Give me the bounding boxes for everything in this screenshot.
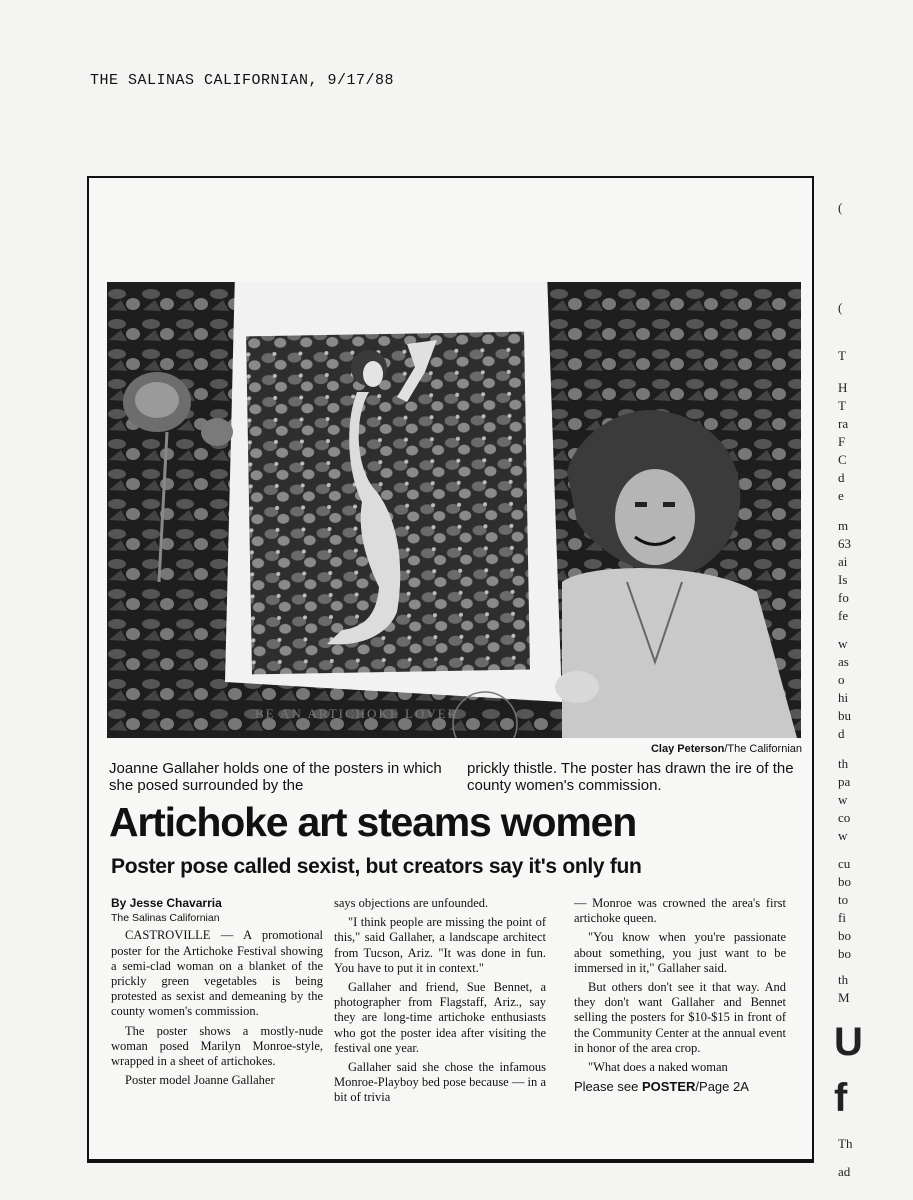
edge-fragment: o (838, 672, 845, 687)
edge-fragment: bo (838, 874, 851, 889)
edge-fragment: H (838, 380, 848, 395)
photo-credit-name: Clay Peterson (650, 743, 725, 755)
jump-prefix: Please see (574, 1079, 642, 1095)
edge-fragment: w (838, 636, 848, 651)
photo-credit (651, 743, 802, 755)
edge-fragment: T (838, 398, 846, 413)
photo-caption-right: prickly thistle. The poster has drawn the ire of the county women's commission. (467, 760, 794, 794)
article-clipping (87, 176, 814, 1161)
edge-fragment: f (834, 1076, 848, 1120)
photo-illustration (107, 282, 801, 738)
dateline: THE SALINAS CALIFORNIAN, 9/17/88 (90, 72, 395, 89)
poster-lettering: BE AN ARTICHOKE LOVER (255, 706, 459, 721)
photo-credit-source: /The Californian (724, 743, 802, 755)
paragraph: But others don't see it that way. And they don't want Gallaher and Bennet selling the posters for $10-$15 in front of the Community Center at the annual event in honor of the area crop. (574, 980, 786, 1055)
byline-publication: The Salinas Californian (111, 912, 220, 925)
continued-reference (574, 1079, 786, 1094)
edge-fragment: ra (838, 416, 849, 431)
edge-fragment: w (838, 828, 848, 843)
jump-page: /Page 2A (695, 1079, 749, 1095)
edge-fragment: d (838, 470, 845, 485)
edge-fragment: to (838, 892, 849, 907)
edge-fragment: hi (838, 690, 849, 705)
headline: Artichoke art steams women (109, 799, 637, 845)
byline: By Jesse Chavarria (111, 896, 222, 910)
adjacent-column-fragments (834, 200, 913, 1200)
edge-fragment: cu (838, 856, 851, 871)
jump-target: POSTER (641, 1079, 696, 1095)
paragraph: "I think people are missing the point of this," said Gallaher, a landscape architect from Tucson, Ariz. "It was done in fun. You have to put it in context." (334, 915, 546, 975)
edge-fragment: th (838, 756, 849, 771)
edge-fragment: C (838, 452, 847, 467)
paragraph: "What does a naked woman (588, 1060, 728, 1075)
article-column-2 (334, 896, 546, 1110)
edge-fragment: bu (838, 708, 851, 723)
edge-fragment: ai (838, 554, 848, 569)
paragraph: Gallaher said she chose the infamous Monroe-Playboy bed pose because — in a bit of trivia (334, 1060, 546, 1105)
edge-fragment: co (838, 810, 851, 825)
edge-fragment: M (838, 990, 850, 1005)
edge-fragment: fe (838, 608, 849, 623)
edge-fragment: T (838, 348, 846, 363)
edge-fragment: 63 (838, 536, 851, 551)
paragraph: CASTROVILLE — A promotional poster for the Artichoke Festival showing a semi-clad woman on a blanket of the prickly green vegetables is being protested as sexist and demeaning by the county women's commission. (111, 928, 323, 1019)
edge-fragment: d (838, 726, 845, 741)
edge-fragment: Th (838, 1136, 853, 1151)
photo-caption-left: Joanne Gallaher holds one of the posters in which she posed surrounded by the (109, 760, 442, 794)
edge-fragment: ( (838, 300, 843, 315)
edge-fragment: bo (838, 946, 851, 961)
edge-fragment: F (838, 434, 846, 449)
paragraph: — Monroe was crowned the area's first artichoke queen. (574, 896, 786, 926)
edge-fragment: bo (838, 928, 851, 943)
edge-fragment: th (838, 972, 849, 987)
edge-fragment: ( (838, 200, 843, 215)
edge-fragment: fo (838, 590, 849, 605)
paragraph: "You know when you're passionate about something, you just want to be immersed in it," Gallaher said. (574, 930, 786, 975)
paragraph: Gallaher and friend, Sue Bennet, a photographer from Flagstaff, Ariz., say they are long-time artichoke enthusiasts who got the poster idea after visiting the festival one year. (334, 980, 546, 1055)
paragraph: says objections are unfounded. (334, 896, 489, 910)
edge-fragment: w (838, 792, 848, 807)
article-column-3 (574, 896, 786, 1094)
bottom-rule (87, 1160, 814, 1163)
article-column-1 (111, 896, 323, 1092)
article-photo (107, 282, 801, 738)
subheadline: Poster pose called sexist, but creators say it's only fun (111, 855, 642, 878)
paragraph: The poster shows a mostly-nude woman posed Marilyn Monroe-style, wrapped in a sheet of artichokes. (111, 1023, 323, 1069)
edge-fragment: e (838, 488, 844, 503)
edge-fragment: as (838, 654, 849, 669)
edge-fragment: Is (838, 572, 848, 587)
edge-fragment: pa (838, 774, 851, 789)
paragraph: Poster model Joanne Gallaher (125, 1073, 275, 1088)
edge-fragment: m (838, 518, 849, 533)
edge-fragment: ad (838, 1164, 851, 1179)
edge-fragment: U (834, 1020, 863, 1064)
edge-fragment: fi (838, 910, 846, 925)
